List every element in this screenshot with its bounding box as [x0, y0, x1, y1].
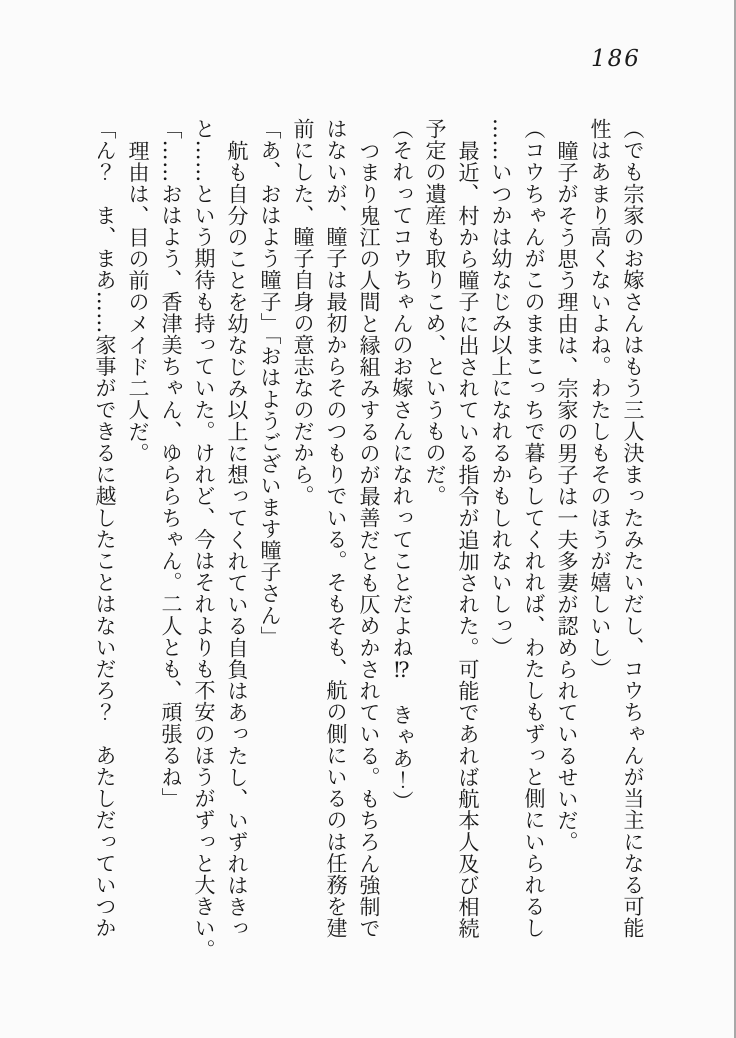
text-line-2: 性はあまり高くないよね。わたしもそのほうが嬉しいし）	[588, 118, 612, 680]
text-line-3: 瞳子がそう思う理由は、宗家の男子は一夫多妻が認められているせいだ。	[555, 139, 579, 853]
page-number: 186	[591, 46, 641, 72]
page-text	[88, 118, 649, 961]
text-line-17: 「ん？ ま、まあ……家事ができるに越したことはないだろ？ あたしだっていつか	[93, 118, 117, 939]
text-line-1: （でも宗家のお嫁さんはもう三人決まったみたいだし、コウちゃんが当主になる可能	[621, 118, 645, 939]
text-line-16: 理由は、目の前のメイド二人だ。	[126, 139, 150, 464]
text-line-11: 前にした、瞳子自身の意志なのだから。	[291, 118, 315, 507]
text-line-8: （それってコウちゃんのお嫁さんになれってことだよね⁉ きゃあ！）	[390, 118, 414, 813]
text-line-12: 「あ、おはよう瞳子」「おはようございます瞳子さん」	[258, 118, 282, 648]
text-line-6: 最近、村から瞳子に出されている指令が追加された。可能であれば航本人及び相続	[456, 139, 480, 939]
text-line-5: ……いつかは幼なじみ以上になれるかもしれないしっ）	[489, 118, 513, 658]
text-line-9: つまり鬼江の人間と縁組みするのが最善だとも仄めかされている。もちろん強制で	[357, 139, 381, 939]
text-line-10: はないが、瞳子は最初からそのつもりでいる。そもそも、航の側にいるのは任務を建	[324, 118, 348, 939]
text-line-7: 予定の遺産も取りこめ、というものだ。	[423, 118, 447, 507]
text-line-14: と……という期待も持っていた。けれど、今はそれよりも不安のほうがずっと大きい。	[192, 118, 216, 961]
text-line-13: 航も自分のことを幼なじみ以上に想ってくれている自負はあったし、いずれはきっ	[225, 139, 249, 939]
text-line-4: （コウちゃんがこのままこっちで暮らしてくれれば、わたしもずっと側にいられるし	[522, 118, 546, 939]
text-line-15: 「……おはよう、香津美ちゃん、ゆららちゃん。二人とも、頑張るね」	[159, 118, 183, 810]
